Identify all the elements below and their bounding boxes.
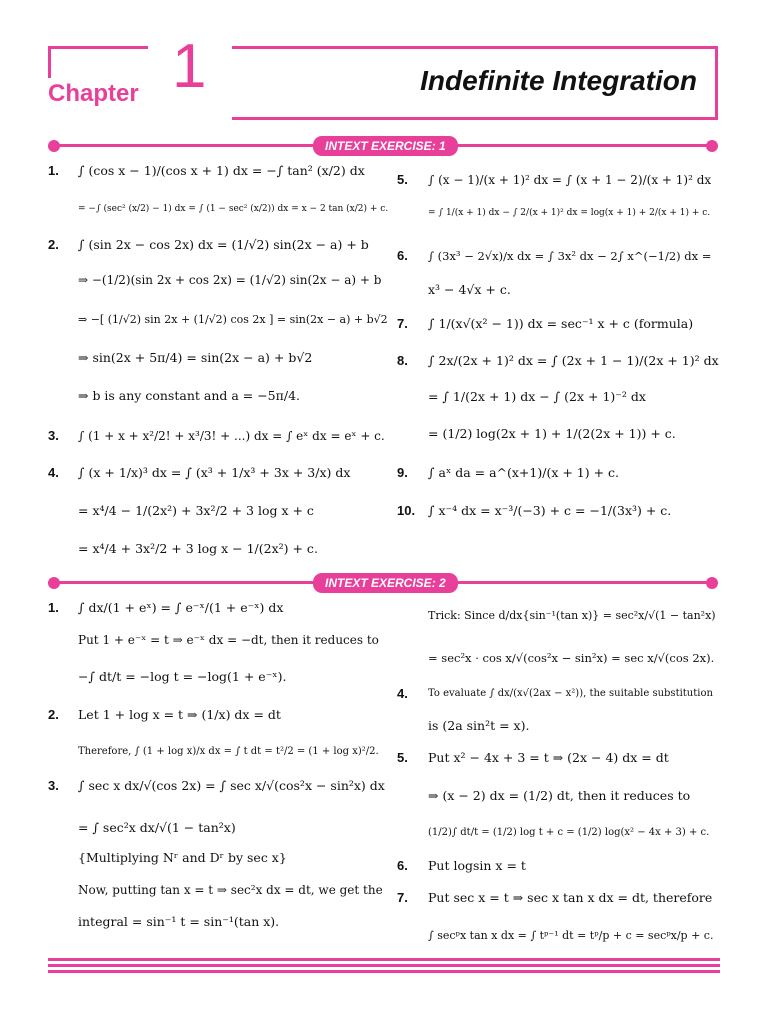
solution-line: = ∫ 1/(x + 1) dx − ∫ 2/(x + 1)² dx = log(x + 1) + 2/(x + 1) + c. bbox=[428, 208, 711, 218]
solution-line: ∫ (1 + x + x²/2! + x³/3! + ...) dx = ∫ eˣ dx = eˣ + c. bbox=[78, 429, 385, 443]
solution-line: Put x² − 4x + 3 = t ⇒ (2x − 4) dx = dt bbox=[428, 750, 669, 765]
exercise-number: 3. bbox=[48, 778, 59, 793]
solution-line: Put logsin x = t bbox=[428, 858, 526, 873]
exercise-number: 2. bbox=[48, 237, 59, 252]
solution-line: = −∫ (sec² (x/2) − 1) dx = ∫ (1 − sec² (x/2)) dx = x − 2 tan (x/2) + c. bbox=[78, 204, 389, 214]
solution-line: is (2a sin²t = x). bbox=[428, 718, 530, 733]
solution-line: ⇒ (x − 2) dx = (1/2) dt, then it reduces to bbox=[428, 788, 691, 803]
header-frame-top bbox=[48, 46, 148, 49]
solution-line: ⇒ −(1/2)(sin 2x + cos 2x) = (1/√2) sin(2x − a) + b bbox=[78, 273, 382, 287]
solution-line: ⇒ −[ (1/√2) sin 2x + (1/√2) cos 2x ] = sin(2x − a) + b√2 bbox=[78, 313, 388, 326]
solution-line: ∫ 2x/(2x + 1)² dx = ∫ (2x + 1 − 1)/(2x + 1)² dx bbox=[428, 353, 719, 368]
exercise-number: 6. bbox=[397, 858, 408, 873]
solution-line: ∫ (x + 1/x)³ dx = ∫ (x³ + 1/x³ + 3x + 3/x) dx bbox=[78, 465, 351, 480]
section-2-label: INTEXT EXERCISE: 2 bbox=[313, 573, 458, 593]
exercise-number: 2. bbox=[48, 707, 59, 722]
title-box bbox=[232, 46, 718, 120]
exercise-number: 7. bbox=[397, 316, 408, 331]
chapter-label: Chapter bbox=[48, 80, 139, 107]
exercise-number: 9. bbox=[397, 465, 408, 480]
solution-line: ∫ dx/(1 + eˣ) = ∫ e⁻ˣ/(1 + e⁻ˣ) dx bbox=[78, 600, 284, 615]
solution-line: = x⁴/4 − 1/(2x²) + 3x²/2 + 3 log x + c bbox=[78, 503, 314, 518]
exercise-number: 1. bbox=[48, 163, 59, 178]
exercise-number: 4. bbox=[397, 686, 408, 701]
page-title: Indefinite Integration bbox=[420, 65, 697, 96]
solution-line: ∫ 1/(x√(x² − 1)) dx = sec⁻¹ x + c (formula) bbox=[428, 316, 694, 331]
exercise-number: 5. bbox=[397, 750, 408, 765]
footer-rule bbox=[48, 964, 720, 967]
solution-line: x³ − 4√x + c. bbox=[428, 282, 511, 297]
solution-line: Trick: Since d/dx{sin⁻¹(tan x)} = sec²x/√(1 − tan²x) bbox=[428, 609, 716, 622]
solution-line: Put 1 + e⁻ˣ = t ⇒ e⁻ˣ dx = −dt, then it reduces to bbox=[78, 633, 379, 647]
exercise-number: 6. bbox=[397, 248, 408, 263]
solution-line: −∫ dt/t = −log t = −log(1 + e⁻ˣ). bbox=[78, 669, 287, 684]
solution-line: Therefore, ∫ (1 + log x)/x dx = ∫ t dt = t²/2 = (1 + log x)²/2. bbox=[78, 746, 379, 757]
solution-line: ∫ (sin 2x − cos 2x) dx = (1/√2) sin(2x − a) + b bbox=[78, 237, 369, 252]
solution-line: = (1/2) log(2x + 1) + 1/(2(2x + 1)) + c. bbox=[428, 426, 676, 441]
solution-line: Let 1 + log x = t ⇒ (1/x) dx = dt bbox=[78, 707, 281, 722]
divider-dot bbox=[706, 140, 718, 152]
solution-line: ∫ (x − 1)/(x + 1)² dx = ∫ (x + 1 − 2)/(x + 1)² dx bbox=[428, 173, 712, 187]
divider-dot bbox=[48, 577, 60, 589]
solution-line: integral = sin⁻¹ t = sin⁻¹(tan x). bbox=[78, 914, 280, 929]
solution-line: ∫ x⁻⁴ dx = x⁻³/(−3) + c = −1/(3x³) + c. bbox=[428, 503, 672, 518]
solution-line: ∫ aˣ da = a^(x+1)/(x + 1) + c. bbox=[428, 465, 620, 480]
divider-dot bbox=[706, 577, 718, 589]
solution-line: {Multiplying Nʳ and Dʳ by sec x} bbox=[78, 850, 287, 865]
solution-line: Put sec x = t ⇒ sec x tan x dx = dt, therefore bbox=[428, 890, 713, 905]
header-frame-left bbox=[48, 46, 51, 78]
solution-line: ∫ (cos x − 1)/(cos x + 1) dx = −∫ tan² (x/2) dx bbox=[78, 163, 365, 178]
footer-rule bbox=[48, 970, 720, 973]
footer-rule bbox=[48, 958, 720, 961]
exercise-number: 7. bbox=[397, 890, 408, 905]
solution-line: ∫ sec x dx/√(cos 2x) = ∫ sec x/√(cos²x − sin²x) dx bbox=[78, 778, 385, 793]
solution-line: = x⁴/4 + 3x²/2 + 3 log x − 1/(2x²) + c. bbox=[78, 541, 318, 556]
solution-line: Now, putting tan x = t ⇒ sec²x dx = dt, we get the bbox=[78, 883, 383, 897]
section-1-label: INTEXT EXERCISE: 1 bbox=[313, 136, 458, 156]
exercise-number: 1. bbox=[48, 600, 59, 615]
exercise-number: 10. bbox=[397, 503, 416, 518]
solution-line: (1/2)∫ dt/t = (1/2) log t + c = (1/2) log(x² − 4x + 3) + c. bbox=[428, 827, 710, 838]
exercise-number: 8. bbox=[397, 353, 408, 368]
solution-line: ∫ secᵖx tan x dx = ∫ tᵖ⁻¹ dt = tᵖ/p + c = secᵖx/p + c. bbox=[428, 929, 714, 942]
solution-line: ⇒ b is any constant and a = −5π/4. bbox=[78, 388, 300, 403]
solution-line: = sec²x · cos x/√(cos²x − sin²x) = sec x/√(cos 2x). bbox=[428, 651, 715, 665]
chapter-number: 1 bbox=[172, 32, 207, 101]
solution-line: ⇒ sin(2x + 5π/4) = sin(2x − a) + b√2 bbox=[78, 350, 313, 365]
solution-line: ∫ (3x³ − 2√x)/x dx = ∫ 3x² dx − 2∫ x^(−1/2) dx = bbox=[428, 249, 712, 263]
solution-line: To evaluate ∫ dx/(x√(2ax − x²)), the suitable substitution bbox=[428, 688, 713, 699]
exercise-number: 3. bbox=[48, 428, 59, 443]
exercise-number: 4. bbox=[48, 465, 59, 480]
solution-line: = ∫ sec²x dx/√(1 − tan²x) bbox=[78, 820, 236, 835]
exercise-number: 5. bbox=[397, 172, 408, 187]
solution-line: = ∫ 1/(2x + 1) dx − ∫ (2x + 1)⁻² dx bbox=[428, 389, 646, 404]
divider-dot bbox=[48, 140, 60, 152]
